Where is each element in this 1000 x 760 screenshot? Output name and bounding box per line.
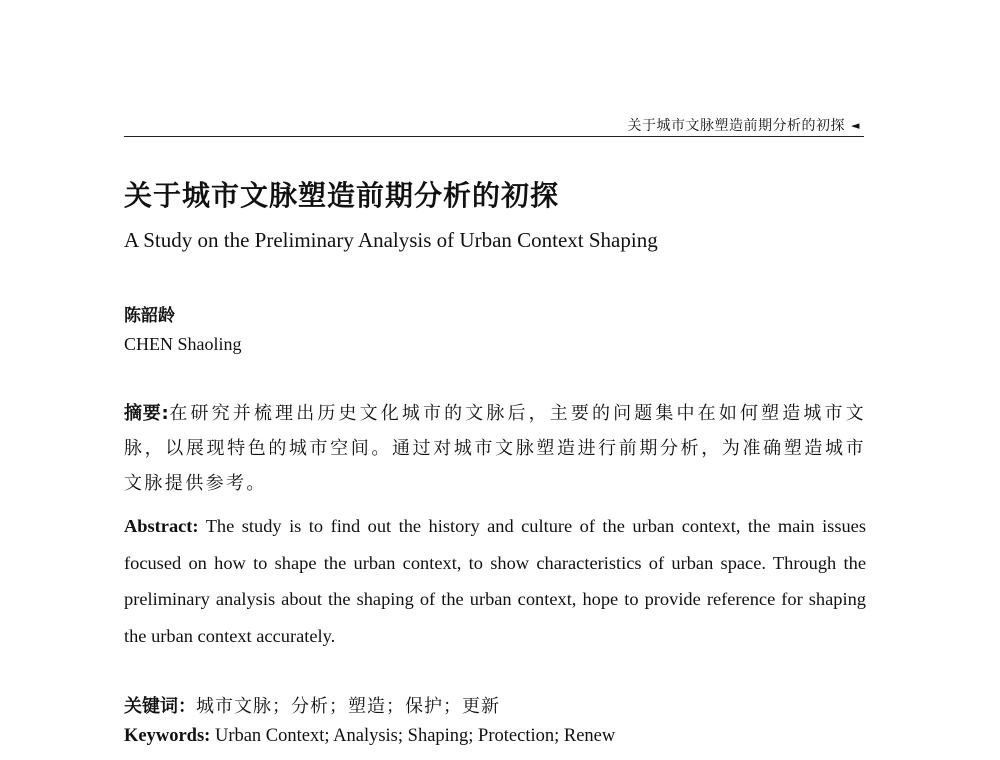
abstract-chinese <box>124 396 866 501</box>
abstract-english-text: The study is to find out the history and culture of the urban context, the main issues focused on how to shape the urban context, to show characteristics of urban space. Through the preliminary analysis about the shaping of the urban context, hope to provide reference for shaping the urban context accurately. <box>124 516 867 646</box>
running-header-text: 关于城市文脉塑造前期分析的初探 <box>627 118 846 134</box>
abstract-english <box>124 508 866 654</box>
abstract-chinese-label: 摘要: <box>124 403 169 424</box>
running-header <box>628 115 860 135</box>
author-chinese: 陈韶龄 <box>124 306 175 326</box>
abstract-english-label: Abstract: <box>124 516 199 536</box>
author-english: CHEN Shaoling <box>124 334 242 354</box>
keywords-english-label: Keywords: <box>124 726 211 746</box>
triangle-left-icon: ◄ <box>851 118 860 132</box>
title-english: A Study on the Preliminary Analysis of Urban Context Shaping <box>124 228 658 252</box>
title-chinese: 关于城市文脉塑造前期分析的初探 <box>124 179 560 212</box>
keywords-chinese-text: 城市文脉；分析；塑造；保护；更新 <box>196 696 500 717</box>
abstract-chinese-text: 在研究并梳理出历史文化城市的文脉后，主要的问题集中在如何塑造城市文脉，以展现特色的城市空间。通过对城市文脉塑造进行前期分析，为准确塑造城市文脉提供参考。 <box>124 403 866 494</box>
keywords-english <box>124 726 615 747</box>
keywords-english-text: Urban Context; Analysis; Shaping; Protection; Renew <box>214 726 616 746</box>
keywords-chinese <box>124 692 500 718</box>
header-rule <box>124 136 864 137</box>
keywords-chinese-label: 关键词： <box>124 696 196 717</box>
